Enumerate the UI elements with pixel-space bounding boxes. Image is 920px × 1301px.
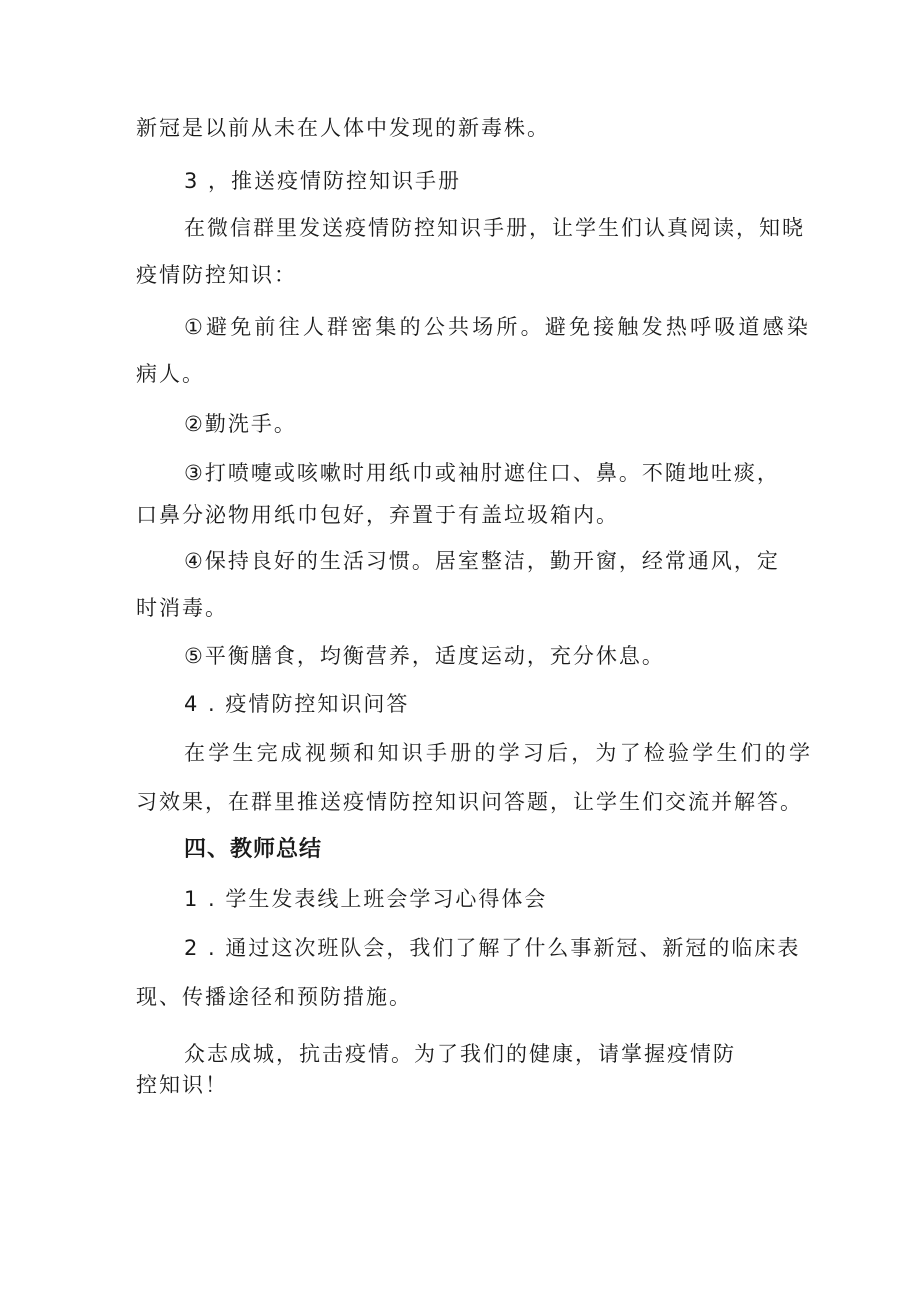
text-line-19: 现、传播途径和预防措施。 (136, 985, 412, 1009)
text-line-3: 在微信群里发送疫情防控知识手册，让学生们认真阅读，知晓 (184, 216, 805, 240)
text-line-21: 控知识！ (136, 1073, 228, 1097)
text-line-13: 4 . 疫情防控知识问答 (184, 692, 410, 716)
text-line-18: 2 . 通过这次班队会，我们了解了什么事新冠、新冠的临床表 (184, 936, 801, 960)
text-line-6: 病人。 (136, 362, 205, 386)
text-line-7: ②勤洗手。 (184, 412, 297, 436)
text-line-20: 众志成城，抗击疫情。为了我们的健康，请掌握疫情防 (184, 1042, 736, 1066)
text-line-2: 3 ，推送疫情防控知识手册 (184, 169, 462, 193)
section-heading: 四、教师总结 (184, 837, 323, 862)
text-line-8: ③打喷嚏或咳嗽时用纸巾或袖肘遮住口、鼻。不随地吐痰， (184, 461, 780, 485)
text-line-17: 1 . 学生发表线上班会学习心得体会 (184, 887, 548, 911)
text-line-1: 新冠是以前从未在人体中发现的新毒株。 (136, 116, 550, 140)
text-line-15: 习效果，在群里推送疫情防控知识问答题，让学生们交流并解答。 (136, 790, 803, 814)
text-line-9: 口鼻分泌物用纸巾包好，弃置于有盖垃圾箱内。 (136, 503, 619, 527)
text-line-14: 在学生完成视频和知识手册的学习后，为了检验学生们的学 (184, 741, 814, 765)
text-line-10: ④保持良好的生活习惯。居室整洁，勤开窗，经常通风，定 (184, 549, 780, 573)
text-line-5: ①避免前往人群密集的公共场所。避免接触发热呼吸道感染 (184, 315, 812, 339)
text-line-12: ⑤平衡膳食，均衡营养，适度运动，充分休息。 (184, 644, 665, 668)
text-line-4: 疫情防控知识： (136, 263, 297, 287)
text-line-11: 时消毒。 (136, 596, 228, 620)
